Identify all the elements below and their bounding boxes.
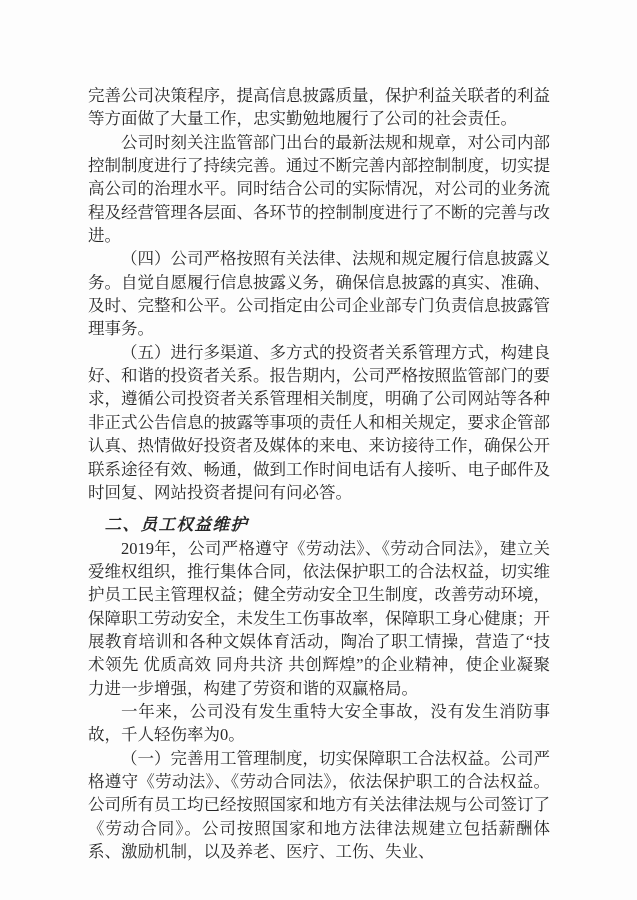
paragraph-safety-record: 一年来，公司没有发生重特大安全事故，没有发生消防事故，千人轻伤率为0。	[88, 701, 550, 745]
paragraph-item-five: （五）进行多渠道、多方式的投资者关系管理方式，构建良好、和谐的投资者关系。报告期内，公司严格按照监管部门的要求，遵循公司投资者关系管理相关制度，明确了公司网站等各种非正式公告信息的披露等事项的责任人和相关规定，要求企管部认真、热情做好投资者及媒体的来电、来访接待工作，确保公开联系途径有效、畅通，做到工作时间电话有人接听、电子邮件及时回复、网站投资者提问有问必答。	[88, 342, 550, 502]
paragraph-2019-overview: 2019年，公司严格遵守《劳动法》、《劳动合同法》，建立关爱维权组织，推行集体合同，依法保护职工的合法权益，切实维护员工民主管理权益；健全劳动安全卫生制度，改善劳动环境，保障职工劳动安全，未发生工伤事故率，保障职工身心健康；开展教育培训和各种文娱体育活动，陶冶了职工情操，营造了“技术领先 优质高效 同舟共济 共创辉煌”的企业精神，使企业凝聚力进一步增强，构建了劳资和谐的双赢格局。	[88, 538, 550, 698]
section-employee-rights	[88, 537, 550, 864]
section-information-disclosure	[88, 84, 550, 504]
paragraph-continuation: 完善公司决策程序，提高信息披露质量，保护利益关联者的利益等方面做了大量工作，忠实勤勉地履行了公司的社会责任。	[88, 86, 550, 129]
paragraph-item-one-labor: （一）完善用工管理制度，切实保障职工合法权益。公司严格遵守《劳动法》、《劳动合同法》，依法保护职工的合法权益。公司所有员工均已经按照国家和地方有关法律法规与公司签订了《劳动合同》。公司按照国家和地方法律法规建立包括薪酬体系、激励机制，以及养老、医疗、工伤、失业、	[88, 748, 550, 861]
section-heading-employee-rights: 二、员工权益维护	[104, 515, 249, 535]
paragraph-internal-control: 公司时刻关注监管部门出台的最新法规和规章，对公司内部控制制度进行了持续完善。通过不断完善内部控制制度，切实提高公司的治理水平。同时结合公司的实际情况，对公司的业务流程及经营管理各层面、各环节的控制制度进行了不断的完善与改进。	[88, 132, 550, 246]
paragraph-item-four: （四）公司严格按照有关法律、法规和规定履行信息披露义务。自觉自愿履行信息披露义务，确保信息披露的真实、准确、及时、完整和公平。公司指定由公司企业部专门负责信息披露管理事务。	[88, 249, 550, 339]
